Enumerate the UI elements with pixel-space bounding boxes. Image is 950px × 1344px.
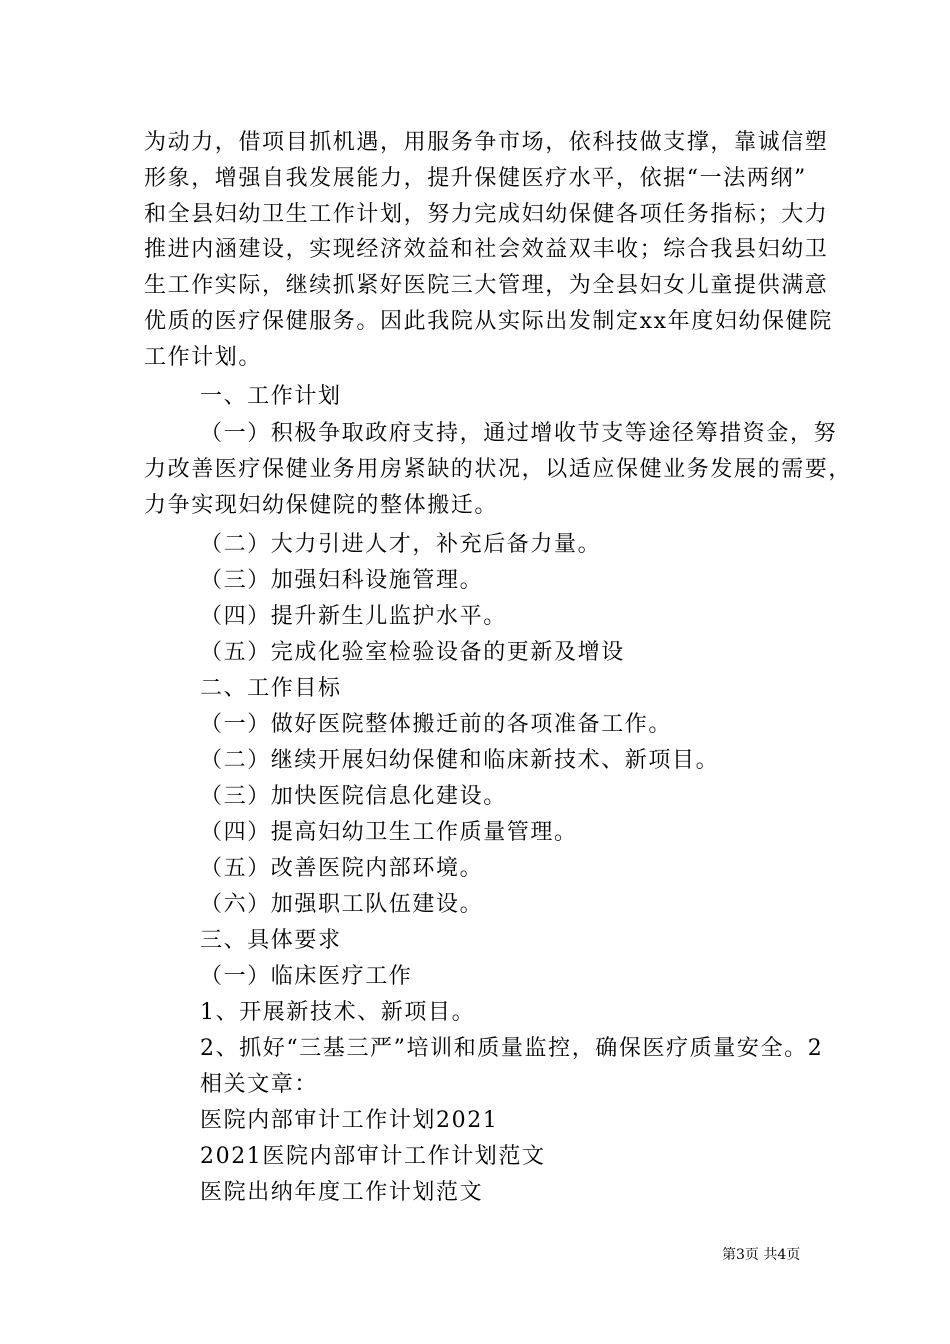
goal-item: （四）提高妇幼卫生工作质量管理。 xyxy=(200,820,578,845)
requirement-point: 1、开展新技术、新项目。 xyxy=(200,1000,476,1025)
body-line: 优质的医疗保健服务。因此我院从实际出发制定xx年度妇幼保健院 xyxy=(144,309,833,334)
section-heading-work-plan: 一、工作计划 xyxy=(200,384,342,409)
page-number-footer: 第3页 共4页 xyxy=(722,1247,801,1263)
body-line: 为动力，借项目抓机遇，用服务争市场，依科技做支撑，靠诚信塑 xyxy=(144,130,829,155)
goal-item: （六）加强职工队伍建设。 xyxy=(200,892,484,917)
related-article-link[interactable]: 2021医院内部审计工作计划范文 xyxy=(200,1144,546,1169)
body-line: 工作计划。 xyxy=(144,345,263,370)
body-line: 和全县妇幼卫生工作计划，努力完成妇幼保健各项任务指标；大力 xyxy=(144,202,829,227)
body-line: 生工作实际，继续抓紧好医院三大管理，为全县妇女儿童提供满意 xyxy=(144,273,829,298)
section-heading-requirements: 三、具体要求 xyxy=(200,928,342,953)
plan-item: （三）加强妇科设施管理。 xyxy=(200,568,484,593)
body-line: 形象，增强自我发展能力，提升保健医疗水平，依据“一法两纲” xyxy=(144,166,807,191)
body-line: 推进内涵建设，实现经济效益和社会效益双丰收；综合我县妇幼卫 xyxy=(144,237,829,262)
related-article-link[interactable]: 医院出纳年度工作计划范文 xyxy=(200,1180,484,1205)
related-article-link[interactable]: 医院内部审计工作计划2021 xyxy=(200,1108,499,1133)
goal-item: （五）改善医院内部环境。 xyxy=(200,856,484,881)
requirement-subheading: （一）临床医疗工作 xyxy=(200,964,413,989)
plan-item-1-line: 力争实现妇幼保健院的整体搬迁。 xyxy=(144,493,499,518)
goal-item: （一）做好医院整体搬迁前的各项准备工作。 xyxy=(200,712,673,737)
requirement-point: 2、抓好“三基三严”培训和质量监控，确保医疗质量安全。2 xyxy=(200,1036,824,1061)
plan-item: （五）完成化验室检验设备的更新及增设 xyxy=(200,640,625,665)
related-articles-label: 相关文章： xyxy=(200,1072,319,1097)
goal-item: （三）加快医院信息化建设。 xyxy=(200,784,507,809)
plan-item-1-line: （一）积极争取政府支持，通过增收节支等途径筹措资金，努 xyxy=(200,421,838,446)
goal-item: （二）继续开展妇幼保健和临床新技术、新项目。 xyxy=(200,748,720,773)
section-heading-work-goals: 二、工作目标 xyxy=(200,676,342,701)
plan-item-1-line: 力改善医疗保健业务用房紧缺的状况，以适应保健业务发展的需要， xyxy=(144,457,853,482)
plan-item: （四）提升新生儿监护水平。 xyxy=(200,604,507,629)
plan-item: （二）大力引进人才，补充后备力量。 xyxy=(200,532,602,557)
